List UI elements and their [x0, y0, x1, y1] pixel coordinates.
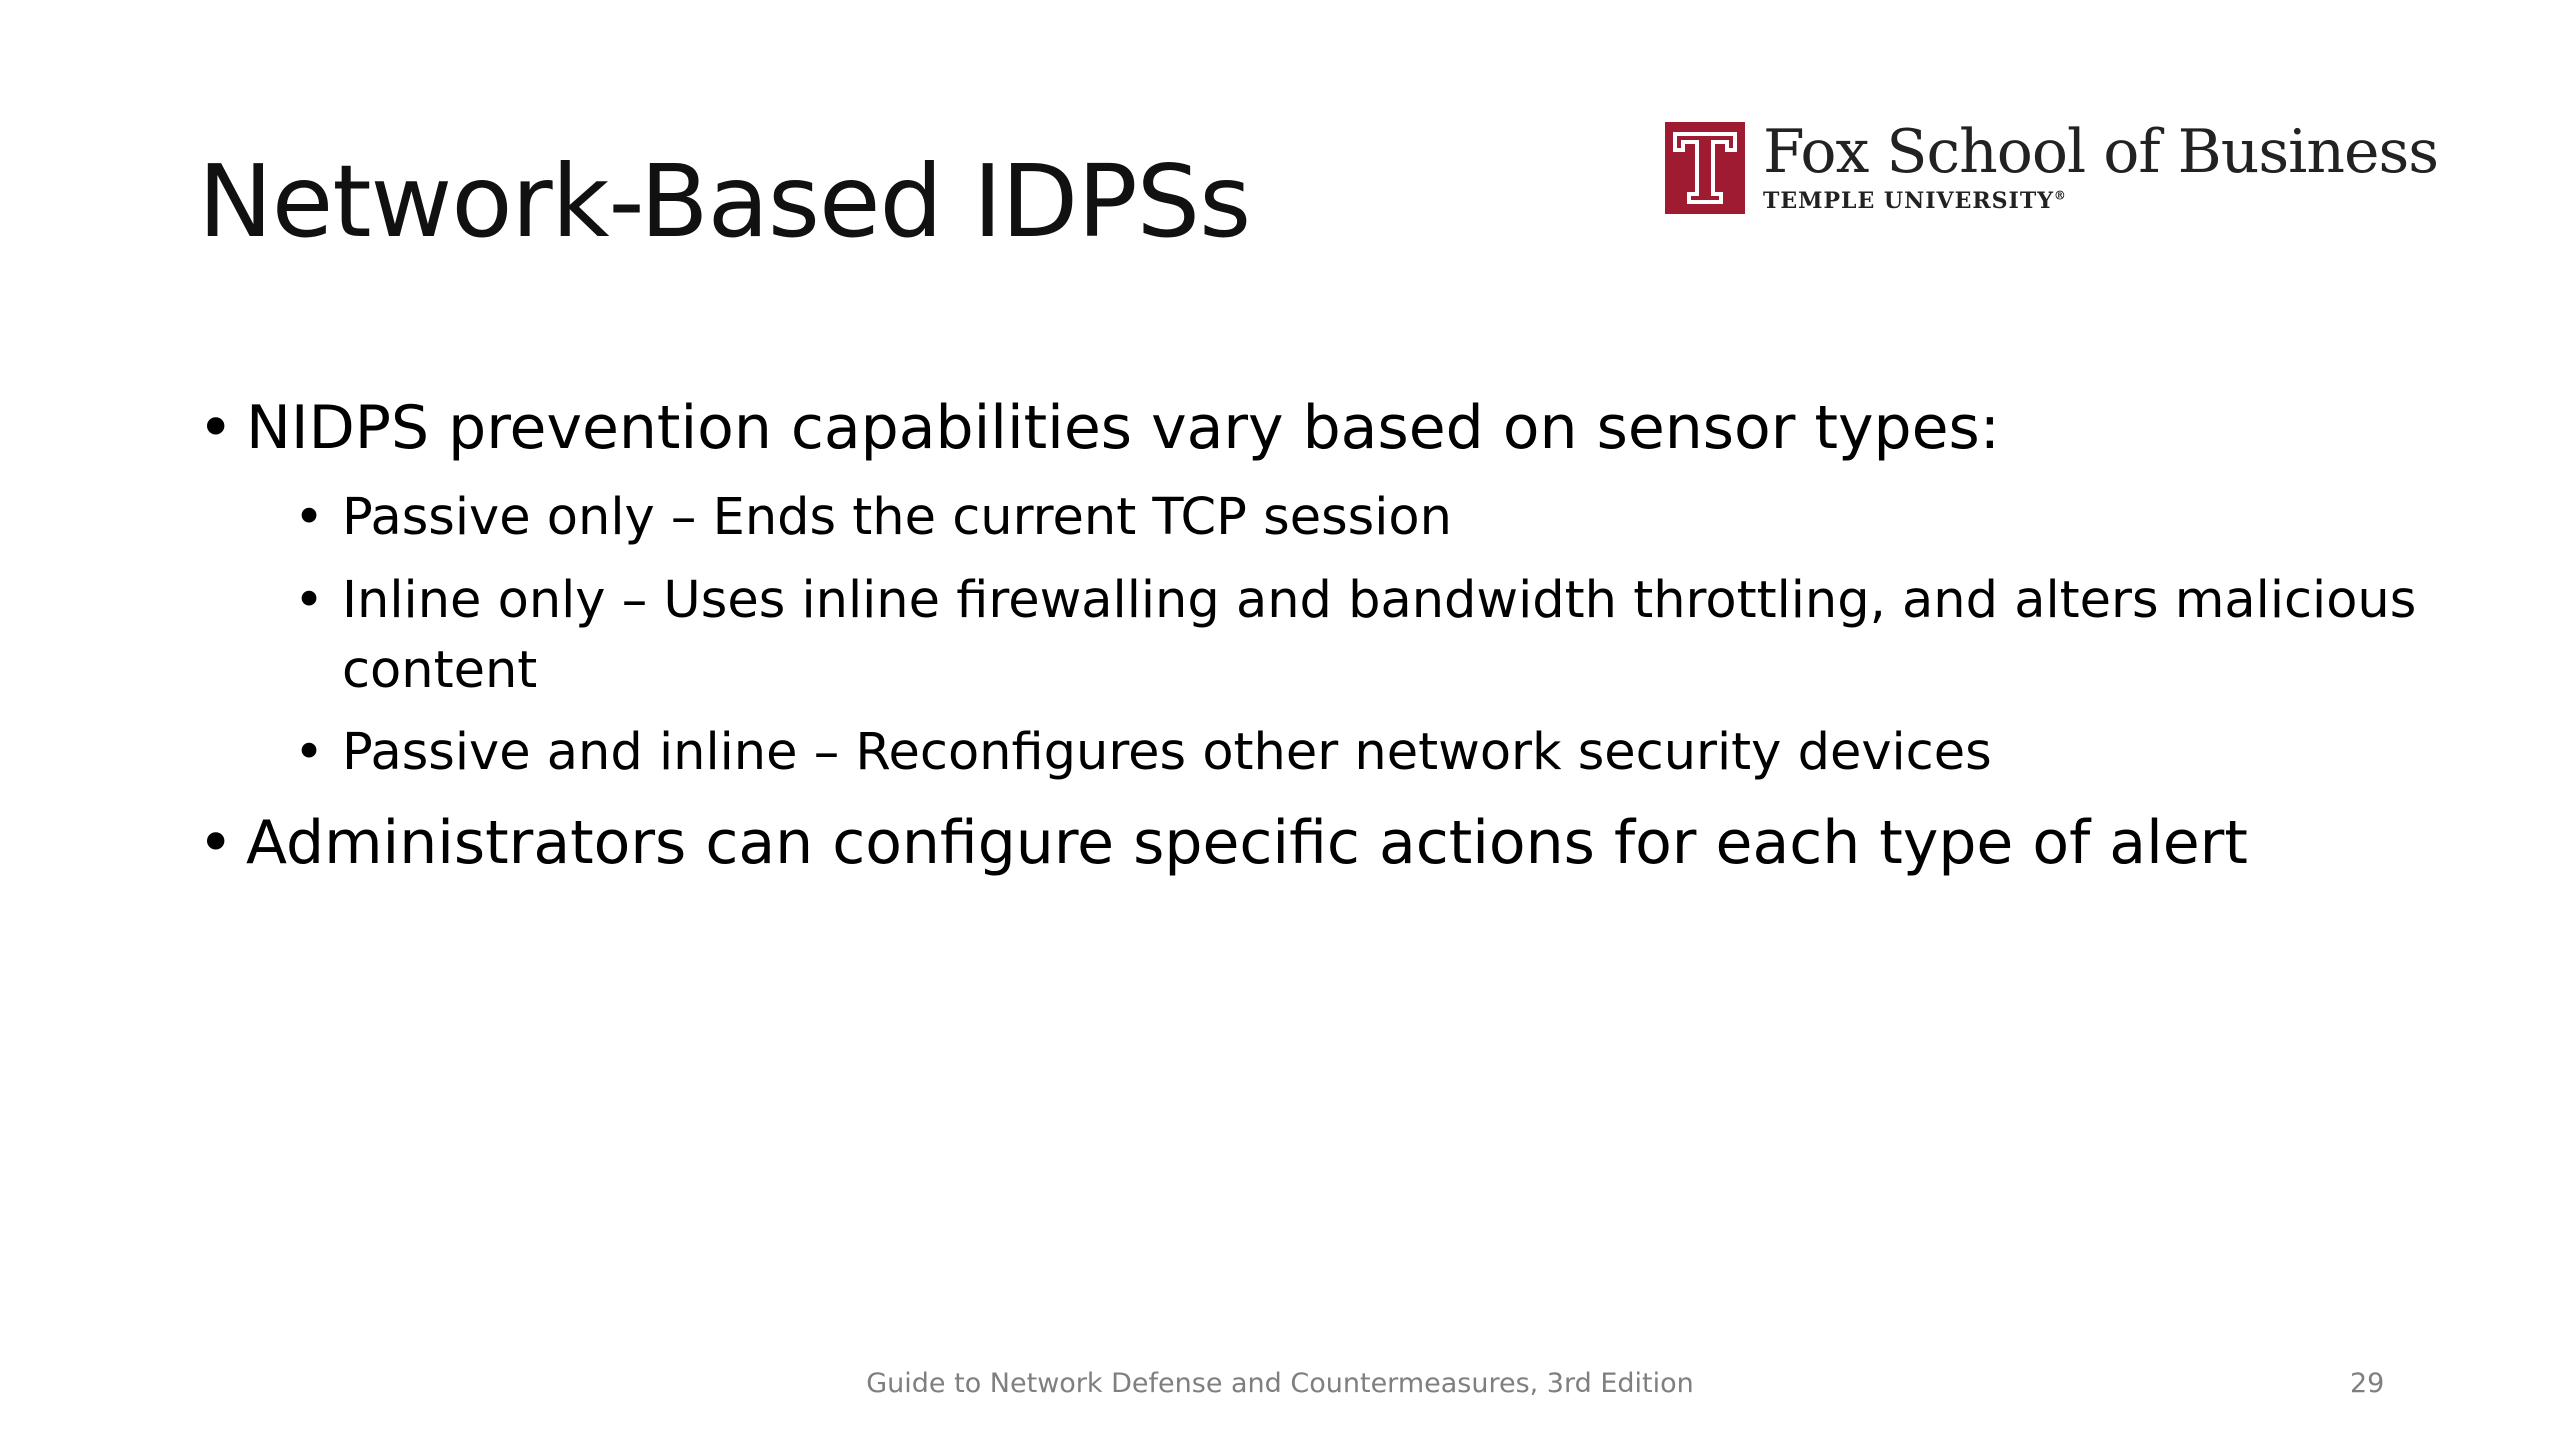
bullet-glyph: • — [198, 393, 234, 463]
sub-bullet-text: Passive and inline – Reconfigures other network security devices — [342, 723, 1992, 783]
bullet-glyph: • — [294, 723, 325, 783]
sub-bullet-text: Inline only – Uses inline firewalling and bandwidth throttling, and alters malicious content — [342, 570, 2417, 700]
sub-bullet-list — [198, 483, 2418, 789]
registered-mark: ® — [2053, 188, 2067, 203]
bullet-text: Administrators can configure specific actions for each type of alert — [246, 807, 2248, 878]
sub-bullet-text: Passive only – Ends the current TCP session — [342, 488, 1452, 548]
logo-school-name: Fox School of Business — [1763, 117, 2439, 187]
page-number: 29 — [2350, 1368, 2385, 1399]
logo-text — [1763, 117, 2439, 214]
bullet-glyph: • — [294, 488, 325, 548]
bullet-glyph: • — [294, 570, 325, 630]
sub-bullet-item — [294, 483, 2418, 553]
logo-university-name: TEMPLE UNIVERSITY® — [1763, 188, 2067, 214]
fox-school-logo — [1665, 117, 2439, 214]
slide-title: Network-Based IDPSs — [198, 143, 1251, 260]
sub-bullet-item — [294, 718, 2418, 788]
bullet-item — [198, 807, 2418, 880]
bullet-item — [198, 392, 2418, 465]
bullet-text: NIDPS prevention capabilities vary based on sensor types: — [246, 393, 2001, 463]
slide-content — [198, 392, 2418, 898]
temple-t-logo-icon — [1665, 122, 1745, 214]
slide-footer: Guide to Network Defense and Countermeasures, 3rd Edition — [866, 1368, 1694, 1399]
bullet-glyph: • — [198, 807, 234, 878]
sub-bullet-item — [294, 566, 2418, 707]
